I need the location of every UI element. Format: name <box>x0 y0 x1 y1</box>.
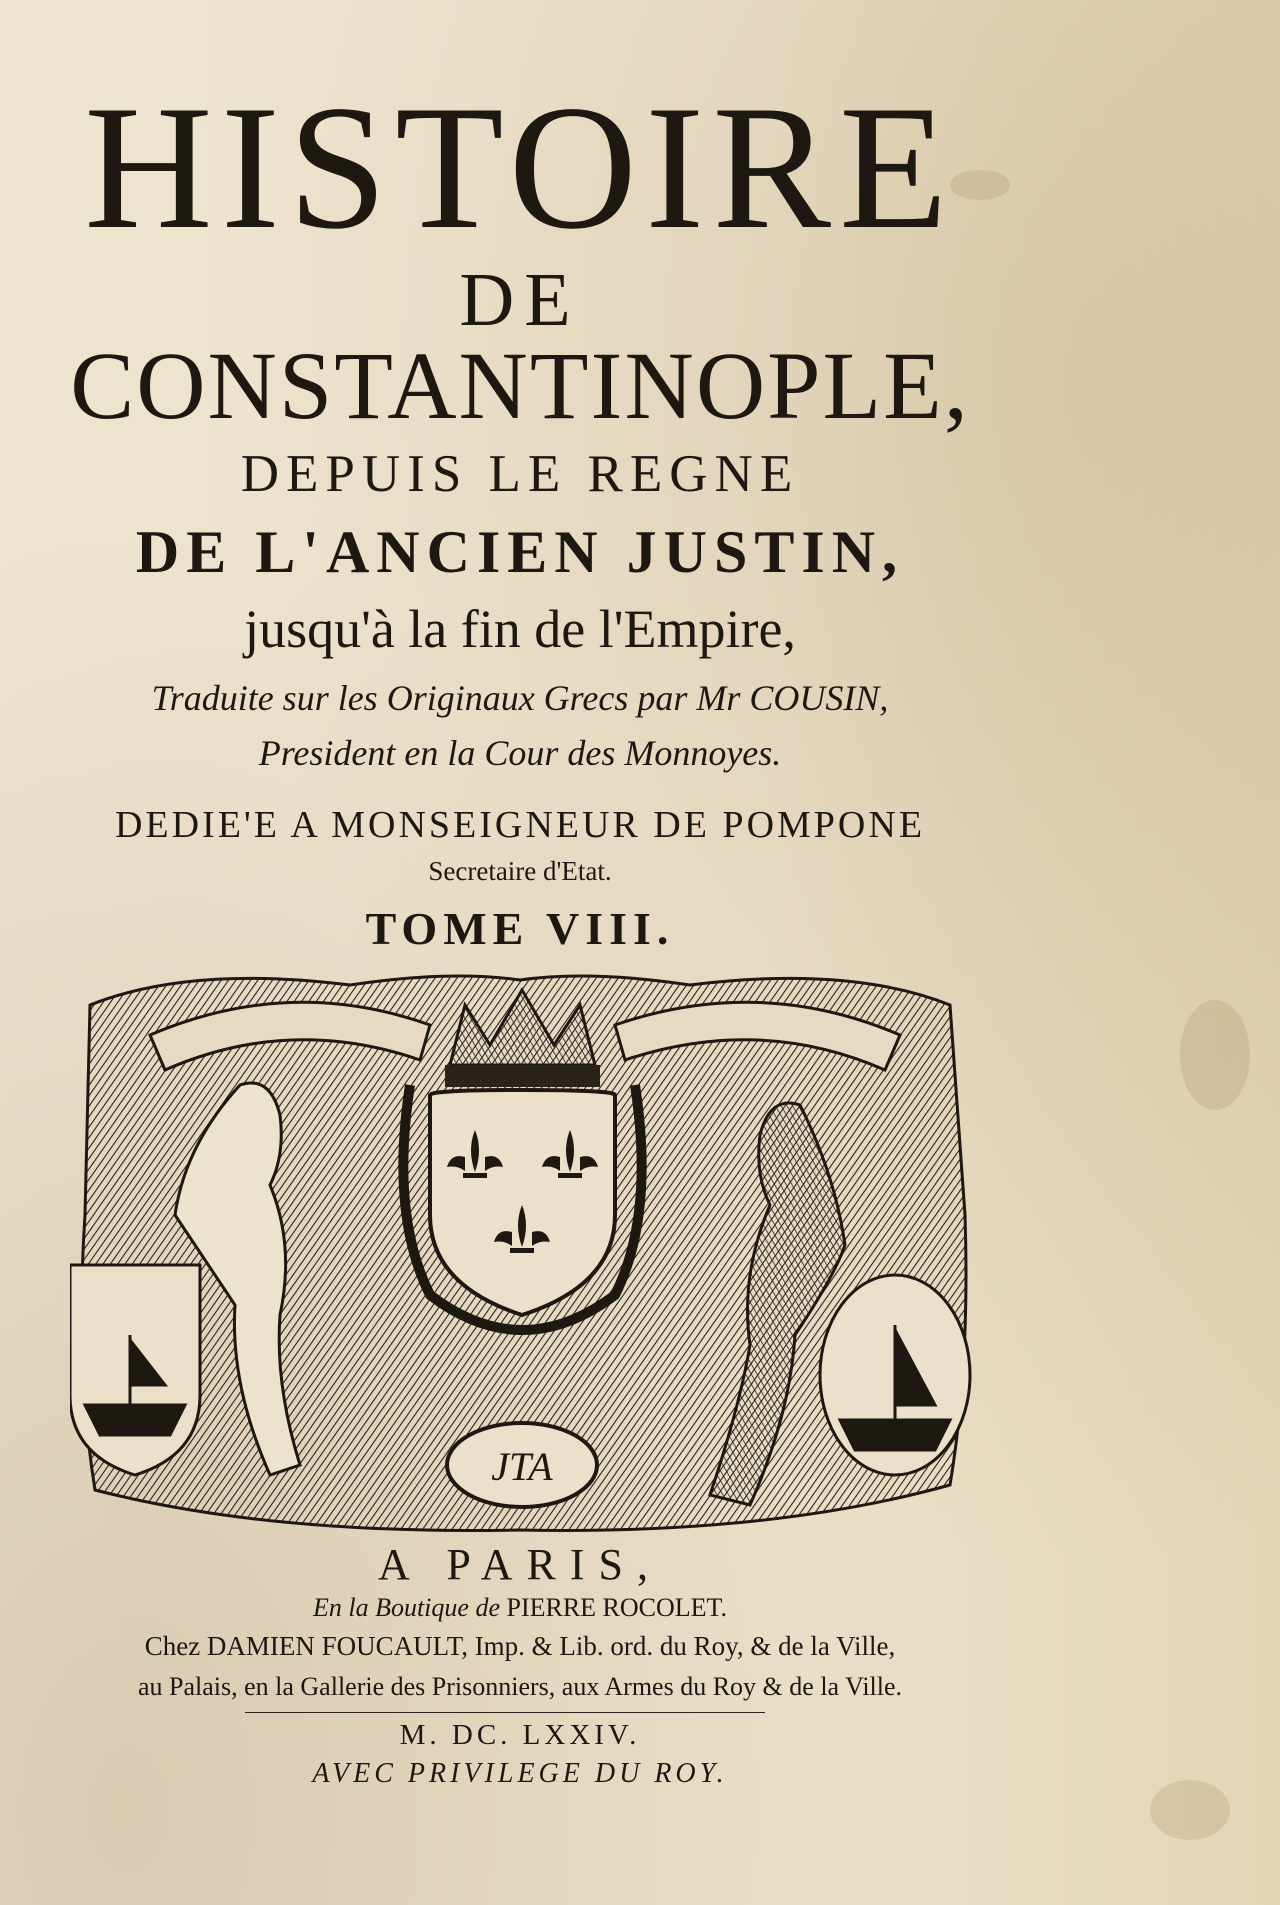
title-subject: CONSTANTINOPLE, <box>70 332 970 439</box>
monogram: JTA <box>491 1444 553 1489</box>
paper-stain <box>1180 1000 1250 1110</box>
title-de: DE <box>459 258 581 342</box>
main-title: HISTOIRE <box>84 68 956 266</box>
imprint-address: au Palais, en la Gallerie des Prisonniers, aux Armes du Roy & de la Ville. <box>137 1672 903 1701</box>
imprint-boutique <box>0 1595 1040 1621</box>
translator-title: President en la Cour des Monnoyes. <box>258 733 782 773</box>
translator-line: Traduite sur les Originaux Grecs par Mr COUSIN, <box>151 678 889 718</box>
subtitle-ancien-justin: DE L'ANCIEN JUSTIN, <box>135 519 905 585</box>
imprint-boutique-name: PIERRE ROCOLET. <box>506 1593 728 1622</box>
imprint-divider <box>245 1712 765 1713</box>
imprint-boutique-prefix: En la Boutique de <box>312 1593 500 1622</box>
crown-band <box>445 1065 600 1087</box>
imprint-printer: Chez DAMIEN FOUCAULT, Imp. & Lib. ord. du Roy, & de la Ville, <box>144 1631 896 1661</box>
dedication: DEDIE'E A MONSEIGNEUR DE POMPONE <box>114 804 926 846</box>
royal-privilege: AVEC PRIVILEGE DU ROY. <box>312 1758 728 1789</box>
subtitle-depuis: DEPUIS LE REGNE <box>240 445 800 503</box>
royal-shield <box>430 1090 615 1315</box>
printer-device-woodcut <box>70 965 975 1537</box>
imprint-city: A PARIS, <box>377 1540 663 1589</box>
dedication-title: Secretaire d'Etat. <box>428 856 612 886</box>
paper-stain <box>1150 1780 1230 1840</box>
volume-number: TOME VIII. <box>365 903 675 954</box>
subtitle-jusqu: jusqu'à la fin de l'Empire, <box>244 599 796 659</box>
imprint-date: M. DC. LXXIV. <box>399 1719 641 1751</box>
